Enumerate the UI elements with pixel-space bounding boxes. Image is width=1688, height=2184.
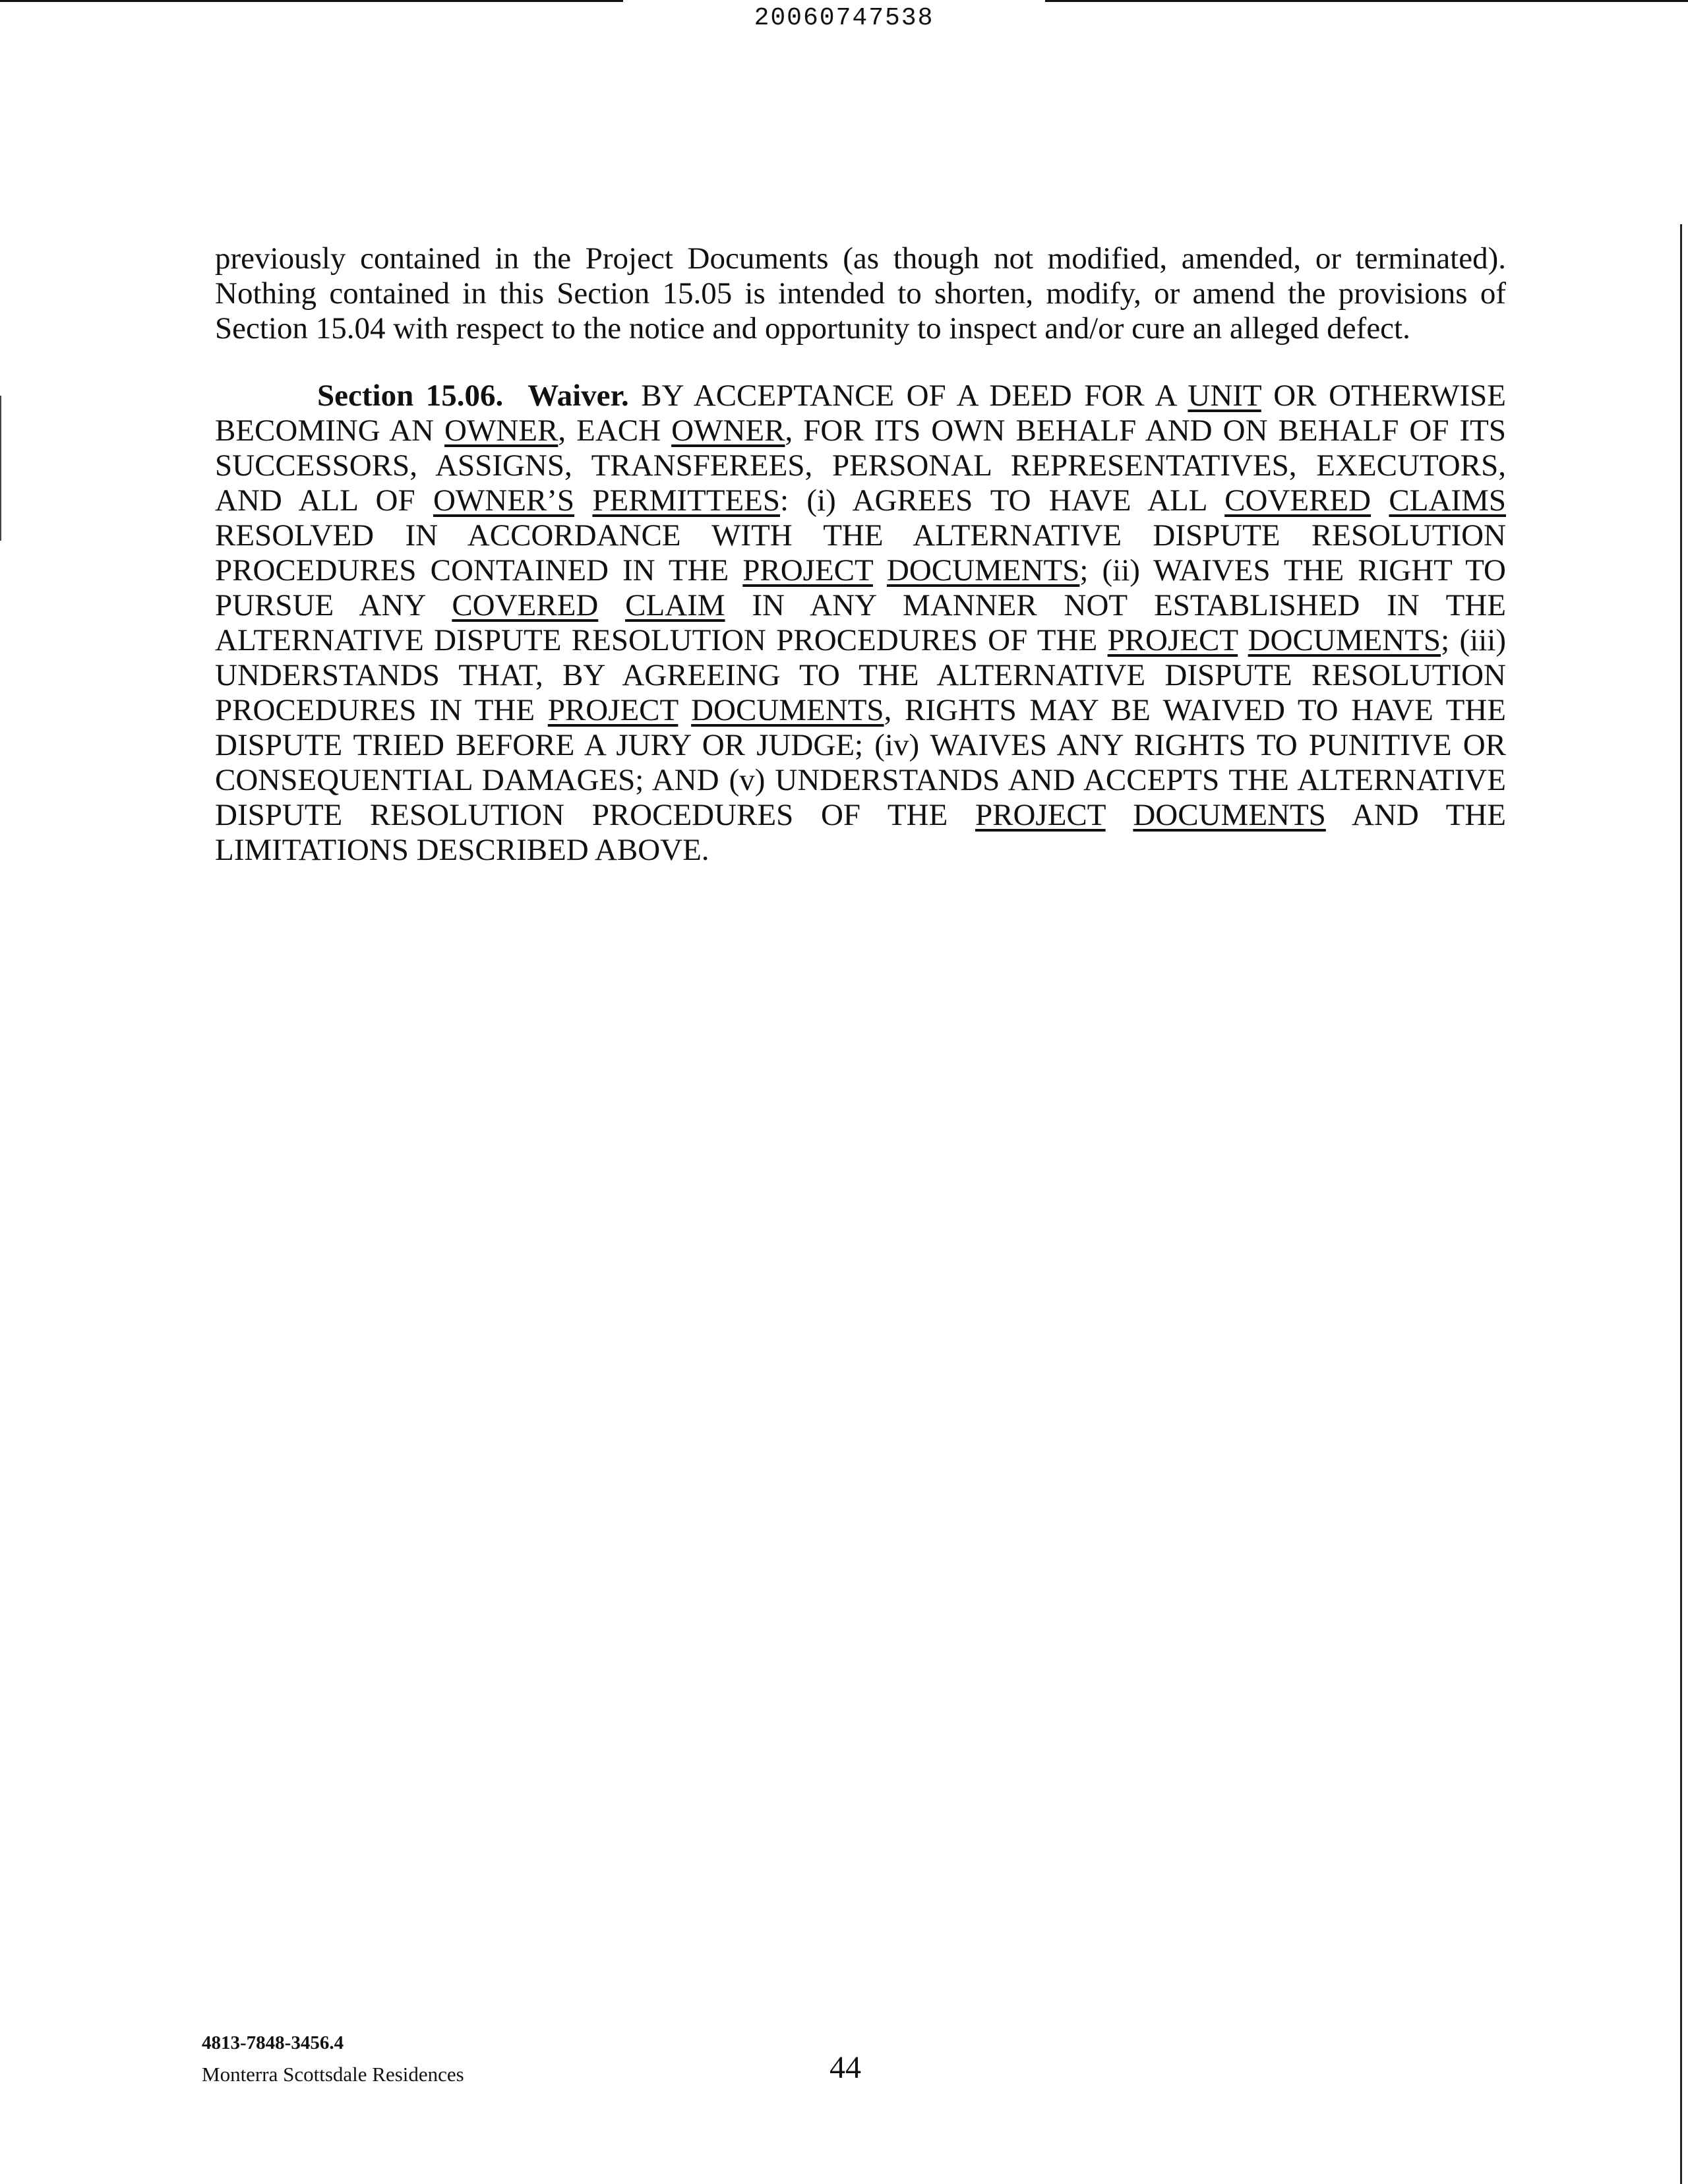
defined-term: DOCUMENTS xyxy=(886,553,1080,588)
defined-term: OWNER xyxy=(671,413,785,448)
waiver-text: : (i) AGREES TO HAVE ALL xyxy=(780,483,1225,518)
footer-document-number: 4813-7848-3456.4 xyxy=(202,2032,344,2053)
defined-term: COVERED xyxy=(1224,483,1372,518)
defined-term: PROJECT xyxy=(1107,623,1238,657)
section-title: Waiver. xyxy=(528,379,629,413)
waiver-text xyxy=(1371,483,1389,518)
waiver-text: , FOR ITS OWN BEHALF AND ON BEHALF OF ITS SUCCESSORS, ASSIGNS, TRANSFEREES, PERSONAL REPRESENTATIVES, EXECUTORS, AND ALL OF xyxy=(215,413,1507,518)
waiver-text xyxy=(574,483,592,518)
waiver-text: IN ANY MANNER NOT ESTABLISHED IN THE ALTERNATIVE DISPUTE RESOLUTION PROCEDURES OF THE xyxy=(215,588,1506,657)
waiver-text: AND THE LIMITATIONS DESCRIBED ABOVE. xyxy=(215,798,1506,867)
defined-term: UNIT xyxy=(1188,379,1261,413)
defined-term: PERMITTEES xyxy=(592,483,781,518)
defined-term: COVERED xyxy=(452,588,599,622)
waiver-text xyxy=(1106,798,1133,832)
waiver-text xyxy=(598,588,625,622)
waiver-text xyxy=(678,693,691,727)
waiver-text: RESOLVED IN ACCORDANCE WITH THE ALTERNATIVE DISPUTE RESOLUTION PROCEDURES CONTAINED IN THE xyxy=(215,518,1506,588)
defined-term: DOCUMENTS xyxy=(1133,798,1326,832)
defined-term: DOCUMENTS xyxy=(1248,623,1441,657)
waiver-text xyxy=(873,553,887,588)
defined-term: PROJECT xyxy=(975,798,1106,832)
defined-term: CLAIM xyxy=(625,588,725,622)
section-15-06-paragraph xyxy=(215,379,1506,868)
waiver-text: BY ACCEPTANCE OF A DEED FOR A xyxy=(628,379,1188,413)
waiver-text: , EACH xyxy=(558,413,672,448)
defined-term: DOCUMENTS xyxy=(691,693,884,727)
recording-number: 20060747538 xyxy=(754,4,934,32)
defined-term: OWNER xyxy=(444,413,558,448)
section-number: Section 15.06. xyxy=(317,379,504,413)
waiver-text: ; (ii) WAIVES THE RIGHT TO PURSUE ANY xyxy=(215,553,1506,622)
scan-edge-mark xyxy=(0,396,1,541)
page-number: 44 xyxy=(829,2050,861,2085)
defined-term: PROJECT xyxy=(547,693,678,727)
header-rule-right xyxy=(1045,0,1688,2)
footer-project-name: Monterra Scottsdale Residences xyxy=(202,2063,464,2086)
defined-term: CLAIMS xyxy=(1389,483,1507,518)
header-rule-left xyxy=(0,0,623,2)
waiver-text: OR OTHERWISE BECOMING AN xyxy=(215,379,1506,448)
scan-edge-line xyxy=(1680,224,1682,2184)
defined-term: PROJECT xyxy=(742,553,873,588)
waiver-text: ; (iii) UNDERSTANDS THAT, BY AGREEING TO THE ALTERNATIVE DISPUTE RESOLUTION PROCEDURES IN THE xyxy=(215,623,1506,727)
defined-term: OWNER’S xyxy=(433,483,575,518)
paragraph-continuation: previously contained in the Project Documents (as though not modified, amended, or terminated). Nothing contained in this Section 15.05 is intended to shorten, modify, or amend the provisions of Section 15.04 with respect to the notice and opportunity to inspect and/or cure an alleged defect. xyxy=(215,241,1506,346)
waiver-text: , RIGHTS MAY BE WAIVED TO HAVE THE DISPUTE TRIED BEFORE A JURY OR JUDGE; (iv) WAIVES ANY RIGHTS TO PUNITIVE OR CONSEQUENTIAL DAMAGES; AND (v) UNDERSTANDS AND ACCEPTS THE ALTERNATIVE DISPUTE RESOLUTION PROCEDURES OF THE xyxy=(215,693,1506,832)
waiver-text xyxy=(1238,623,1248,657)
